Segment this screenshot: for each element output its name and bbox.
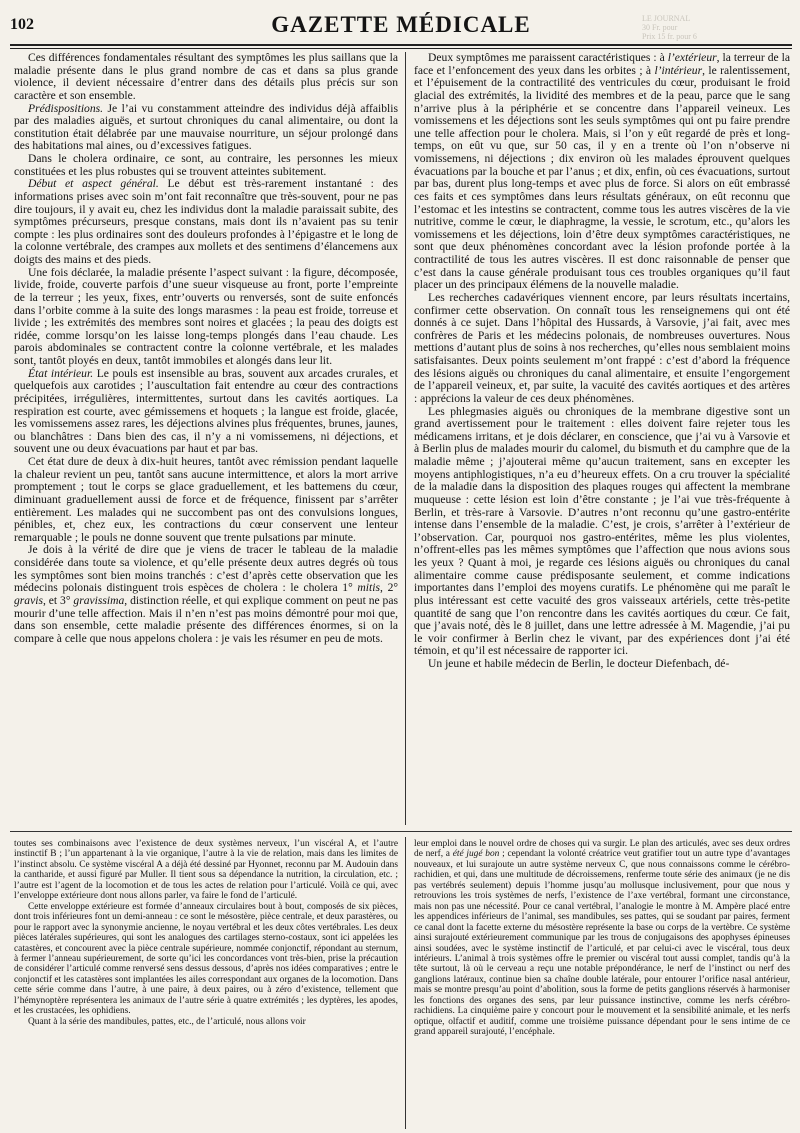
paragraph: Début et aspect général. Le début est très-rarement instantané : des informations prises avec soin m’ont fait reconnaître que très-souvent, pour ne pas dire toujours, il y avait eu, chez les individus dont la maladie paraissait subite, des symptômes précurseurs, presque constans, mais dont ils n’avaient pas su tenir compte : les plus ordinaires sont des douleurs profondes à l’épigastre et le long de la colonne vertébrale, des crampes aux mollets et des sentimens d’élancemens aux doigts des mains et des pieds. bbox=[14, 177, 398, 266]
section-heading: Début et aspect général. bbox=[28, 177, 159, 191]
page-header bbox=[10, 12, 792, 46]
paragraph: toutes ses combinaisons avec l’existence de deux systèmes nerveux, l’un viscéral A, et l’autre instinctif B ; l’un appartenant à la vie organique, l’autre à la vie de relation, mais dans les limites de l’instinct absolu. Ce système viscéral A a déjà été dessiné par Hyonnet, reconnu par M. Audouin dans la cantharide, et aussi figuré par Muller. Il tient sous sa dépendance la nutrition, la circulation, etc. ; l’autre est l’agent de la locomotion et de tous les actes de relation pour l’articulé. Voilà ce qui, avec l’enveloppe extérieure dont nous allons parler, va faire le fond de l’articulé. bbox=[14, 839, 398, 902]
column-divider bbox=[405, 837, 406, 1129]
show-through-line: LE JOURNAL bbox=[642, 14, 691, 23]
page-number: 102 bbox=[10, 16, 34, 33]
paragraph: Les phlegmasies aiguës ou chroniques de la membrane digestive sont un grand avertissement pour le traitement : elles doivent faire rejeter tous les médicamens irritans, et je dois déclarer, en conscience, que j’ai vu à Varsovie et à Berlin plus de malades mourir du calomel, du bismuth et du camphre que de la maladie même ; j’ajouterai même qu’aucun traitement, sans en excepter les moyens antiphlogistiques, n’a eu d’heureux effets. On a cru trouver la spécialité de la maladie dans la disposition des plaques rouges qui affectent la membrane muqueuse : cette lésion est loin d’être constante ; je l’ai vue très-fréquente à Berlin, et très-rare à Varsovie. D’autres n’ont reconnu qu’une gastro-entérite intense dans l’ensemble de la maladie. C’est, je crois, s’arrêter à l’extérieur de l’observation. Car, pourquoi nos gastro-entérites, même les plus violentes, n’offrent-elles pas les mêmes symptômes que l’affection que nous avions sous les yeux ? Quant à moi, je regarde ces lésions aiguës ou chroniques du canal alimentaire comme cause prédisposante seulement, et comme indications importantes dans l’emploi des moyens curatifs. Le phénomène qui me paraît le plus intéressant est cette vacuité des gros vaisseaux artériels, cette très-petite quantité de sang que l’on rencontre dans les cavités aortiques du cœur. Ce fait, que j’avais noté, dès le 8 juillet, dans une lettre adressée à M. Magendie, j’ai pu le voir confirmer à Berlin chez le vivant, par des expériences dont j’ai été témoin, et qu’il est nécessaire de rapporter ici. bbox=[414, 404, 790, 658]
paragraph: Les recherches cadavériques viennent encore, par leurs résultats incertains, confirmer cette observation. On connaît tous les renseignemens qui ont été donnés à ce sujet. Dans l’hôpital des Hussards, à Varsovie, j’ai fait, avec mes confrères de Paris et les médecins polonais, de nombreuses ouvertures. Nous mettions d’autant plus de soins à nos recherches, qu’elles nous semblaient moins satisfaisantes. Deux points seulement m’ont frappé : c’est d’abord la fréquence des lésions aiguës ou chroniques du canal alimentaire, et ensuite l’engorgement de l’appareil veineux, et, par suite, la vacuité des cavités aortiques et des artères : apprécions la valeur de ces deux phénomènes. bbox=[414, 290, 790, 405]
paragraph: Ces différences fondamentales résultant des symptômes les plus saillans que la maladie présente dans le plus grand nombre de cas et dans sa plus grande violence, il devient nécessaire d’entrer dans des détails plus précis sur son caractère et son ensemble. bbox=[14, 51, 398, 102]
show-through-line: 30 Fr. pour bbox=[642, 23, 678, 32]
paragraph: Je dois à la vérité de dire que je viens de tracer le tableau de la maladie considérée dans toute sa violence, et qu’elle présente deux autres degrés où tous les symptômes sont bien moins tranchés : c’est d’après cette observation que les médecins polonais distinguent trois espèces de cholera : le cholera 1° mitis, 2° gravis, et 3° gravissima, distinction réelle, et qui explique comment on peut ne pas mourir d’une telle affection. Mais il n’en n’est pas moins démontré pour moi que, dans son ensemble, cette maladie présente des différences énormes, si on la compare à celle que nous appelons cholera : je vais les résumer en peu de mots. bbox=[14, 543, 399, 645]
paragraph: Cet état dure de deux à dix-huit heures, tantôt avec rémission pendant laquelle la chaleur revient un peu, tantôt sans aucune intermittence, et alors la mort arrive promptement ; tout le corps se glace graduellement, et les battemens du cœur, diminuant graduellement aussi de force et de fréquence, finissent par s’arrêter entièrement. Les malades qui ne succombent pas ont des convulsions longues, pénibles, et, chez eux, les contractions du cœur conservent une lenteur remarquable ; le pouls ne donne souvent que trente pulsations par minute. bbox=[14, 455, 398, 544]
journal-title: GAZETTE MÉDICALE bbox=[271, 12, 531, 37]
show-through-text bbox=[642, 14, 792, 41]
feuilleton-column-right bbox=[414, 839, 790, 1129]
paragraph: Prédispositions. Je l’ai vu constamment atteindre des individus déjà affaiblis par des maladies aiguës, et surtout chroniques du canal alimentaire, ou dont la constitution était délabrée par une mauvaise nourriture, un séjour prolongé dans des habitations mal aines, ou d’excessives fatigues. bbox=[14, 101, 398, 153]
paragraph: Dans le cholera ordinaire, ce sont, au contraire, les personnes les mieux constituées et les plus robustes qui se trouvent atteintes subitement. bbox=[14, 152, 398, 178]
paragraph: Deux symptômes me paraissent caractéristiques : à l’extérieur, la terreur de la face et l’enfoncement des yeux dans les orbites ; à l’intérieur, le ralentissement, et l’épuisement de la contractilité des ventricules du cœur, produisant le froid glacial des extrémités, la lividité des membres et de la peau, parce que le sang n’arrive plus à la périphérie et se concentre dans l’appareil veineux. Les vomissemens et les déjections sont les seuls symptômes qui ont pu faire prendre une telle affection pour le cholera. Mais, si l’on y eût regardé de près et long-temps, on eût vu que, sur 50 cas, il y en a trente où l’on n’observe ni vomissemens, ni déjections ; dix environ où les malades éprouvent quelques évacuations par la bouche et par l’anus ; et dix, enfin, où ces évacuations, surtout par bas, durent plus long-temps et avec plus de force. Si alors on eût embrassé ces faits et ces symptômes dans leurs résultats généraux, on eût reconnu que l’estomac et les intestins se contractent, comme tous les autres viscères de la vie nutritive, comme le cœur, le diaphragme, la vessie, le scrotum, etc., qu’alors les vomissemens et les déjections, loin d’être deux symptômes caractéristiques, ne sont que deux phénomènes concordant avec la lésion profonde portée à la contractilité de tous les autres viscères. Il est donc raisonnable de penser que c’est dans la cause générale produisant tous ces troubles organiques qu’il faut placer un des principaux élémens de la nouvelle maladie. bbox=[414, 51, 790, 292]
header-rule bbox=[10, 44, 792, 49]
column-divider bbox=[405, 52, 406, 825]
paragraph: Quant à la série des mandibules, pattes, etc., de l’articulé, nous allons voir bbox=[28, 1016, 306, 1027]
paragraph: État intérieur. Le pouls est insensible au bras, souvent aux arcades crurales, et quelquefois aux carotides ; l’auscultation fait entendre au cœur des contractions précipitées, irrégulières, intermittentes, surtout dans les cavités aortiques. La respiration est courte, avec gémissemens et hoquets ; la langue est froide, glacée, les vomissemens assez rares, les déjections alvines plus fréquentes, brunes, jaunes, ou blanchâtres : Dans bien des cas, il n’y a ni vomissemens, ni déjections, et souvent une ou deux évacuations par haut et par bas. bbox=[14, 366, 398, 456]
section-heading: Prédispositions. bbox=[28, 101, 104, 115]
paragraph: Un jeune et habile médecin de Berlin, le docteur Diefenbach, dé- bbox=[428, 657, 730, 670]
feuilleton-rule bbox=[10, 831, 792, 832]
feuilleton-column-left bbox=[14, 839, 398, 1129]
article-column-right bbox=[414, 52, 790, 825]
article-column-left bbox=[14, 52, 398, 825]
paragraph: Cette enveloppe extérieure est formée d’anneaux circulaires bout à bout, composés de six pièces, dont trois inférieures font un demi-anneau : ce sont le mésostère, pièce centrale, et deux parastères, ou pour le rapport avec la synonymie ancienne, le noyau vertébral et les deux côtes vertébrales. Les deux pièces latérales supérieures, qui sont les analogues des cartilages sterno-costaux, sont ici appelées les catastères, et concourent avec la pièce centrale supérieure, nommée conjonctif, répondant au sternum, à fermer l’anneau supérieurement, de sorte qu’ici les concordances vont très-bien, prise la précaution de considérer l’articulé comme renversé sens dessus dessous, d’après nos idées comparatives ; entre le conjonctif et les catastères sont implantées les ailes correspondant aux organes de la locomotion. Dans cette série comme dans l’autre, à une paire, à deux paires, ou à zéro d’existence, tellement que l’hémynoptère représentera les animaux de l’autre série à quatre extrémités ; les dyptères, les apodes, et les crustacées, les ophidiens. bbox=[14, 901, 398, 1017]
paragraph: Une fois déclarée, la maladie présente l’aspect suivant : la figure, décomposée, livide, froide, couverte parfois d’une sueur visqueuse au front, porte l’empreinte de la terreur ; les yeux, fixes, entr’ouverts ou renversés, sont de suite enfoncés dans l’orbite comme à la suite des longs marasmes : la peau est froide, torreuse et livide ; les extrémités des membres sont noires et glacées ; la peau des doigts est ridée, comme lorsqu’on les laisse long-temps plongés dans l’eau chaude. Les parois abdominales se contractent contre la colonne vertébrale, et les malades sont, tantôt ployés en deux, tantôt immobiles et alongés dans leur lit. bbox=[14, 265, 398, 367]
paragraph: leur emploi dans le nouvel ordre de choses qui va surgir. Le plan des articulés, avec ses deux ordres de nerf, a été jugé bon ; cependant la volonté créatrice veut gratifier tout un autre type d’avantages nouveaux, et lui surajoute un autre système nerveux C, que nous connaissons comme le cérébro-rachidien, et qui, dans une multitude de décroissemens, renferme toute série des animaux (je ne dis pas vertébrés seulement) depuis l’homme jusqu’au mollusque inclusivement, pour que nous y retrouvions les trois systèmes de nerfs, l’existence de l’axe vertébral, formant une circonstance, mais non pas une nécessité. Pour ce canal vertébral, l’analogie le montre à M. Ampère placé entre les appendices inférieurs de l’animal, ses mandibules, ses pattes, qui se soudant par paires, ferment ce canal dont la facette externe du mésostère représente la base ou corps de la vertèbre. Ce système ainsi surajouté extérieurement communique par les trous de conjugaisons des apophyses épineuses ainsi soudées, avec le système instinctif de l’articulé, et par celui-ci avec le viscéral, tous deux intérieurs. L’animal à trois systèmes offre le premier ou viscéral tout aussi complet, tandis qu’à la tête surtout, là où le cerveau a reçu une notable prépondérance, le nerf de l’instinct ou nerf des ganglions latéraux, continue bien sa chaîne double latérale, pour entourer l’orifice nasal antérieur, mais se montre presqu’au point d’abolition, sous la forme de petits ganglions réservés à harmoniser les fonctions des organes des sens, par leur puissance instinctive, comme les nerfs cérébro-rachidiens. La cinquième paire y concourt pour le mouvement et la sensibilité animale, et les nerfs optique, olfactif et auditif, comme une troisième puissance dépendant pour le sens intime de ce grand appareil surajouté, l’encéphale. bbox=[414, 839, 791, 1038]
show-through-line: Prix 15 fr. pour 6 bbox=[642, 32, 697, 41]
section-heading: État intérieur. bbox=[28, 366, 94, 380]
